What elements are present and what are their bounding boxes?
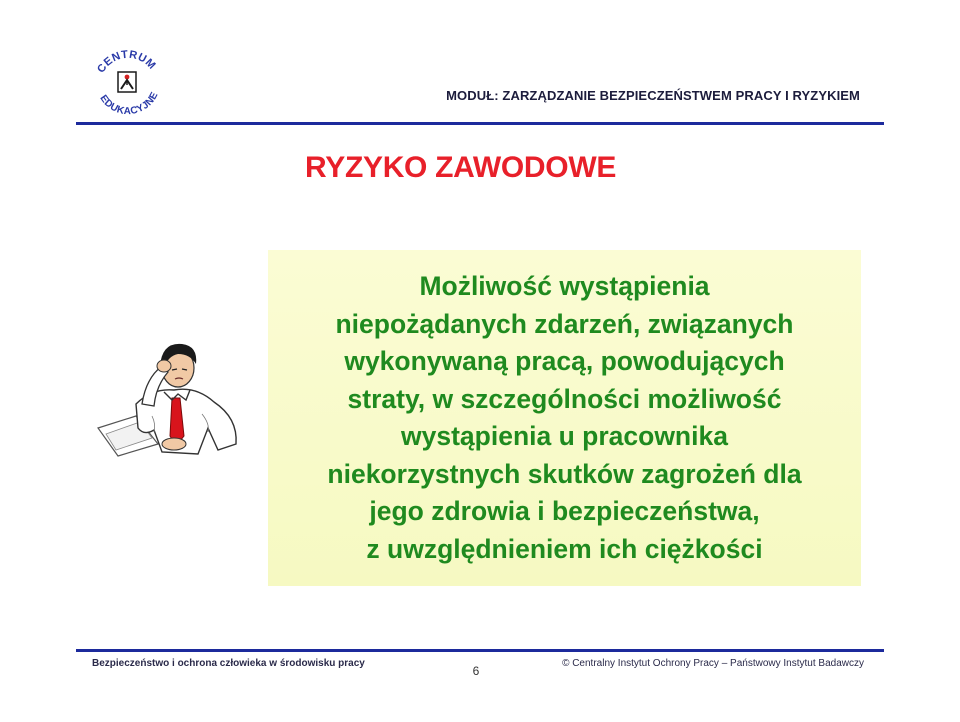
logo-text-bottom: EDUKACYJNE bbox=[97, 90, 161, 118]
definition-line: straty, w szczególności możliwość bbox=[347, 383, 782, 414]
definition-line: wykonywaną pracą, powodujących bbox=[344, 346, 785, 376]
footer-divider bbox=[76, 649, 884, 652]
definition-line: wystąpienia u pracownika bbox=[401, 421, 728, 451]
worker-drawing bbox=[92, 332, 252, 460]
worried-office-worker-illustration bbox=[92, 332, 252, 460]
logo-text-top: CENTRUM bbox=[95, 48, 158, 76]
centrum-edukacyjne-logo bbox=[88, 44, 168, 124]
person-in-shield-icon bbox=[118, 72, 136, 92]
definition-line: z uwzględnieniem ich ciężkości bbox=[366, 533, 763, 564]
definition-text bbox=[317, 268, 811, 568]
slide-heading: RYZYKO ZAWODOWE bbox=[305, 151, 617, 184]
module-title: MODUŁ: ZARZĄDZANIE BEZPIECZEŃSTWEM PRACY I RYZYKIEM bbox=[446, 88, 860, 103]
definition-line: niekorzystnych skutków zagrożeń dla bbox=[327, 458, 802, 489]
svg-text:CENTRUM bbox=[95, 49, 158, 75]
definition-line: Możliwość wystąpienia bbox=[419, 271, 710, 301]
logo-graphic bbox=[88, 44, 168, 124]
header-divider bbox=[76, 122, 884, 125]
definition-box bbox=[268, 250, 861, 586]
definition-line: jego zdrowia i bezpieczeństwa, bbox=[369, 496, 760, 526]
footer-course-title: Bezpieczeństwo i ochrona człowieka w środowisku pracy bbox=[92, 658, 365, 669]
page-number: 6 bbox=[472, 664, 480, 678]
footer-copyright: © Centralny Instytut Ochrony Pracy – Państwowy Instytut Badawczy bbox=[562, 658, 864, 669]
definition-line: niepożądanych zdarzeń, związanych bbox=[335, 308, 794, 339]
svg-text:EDUKACYJNE bbox=[97, 90, 160, 117]
